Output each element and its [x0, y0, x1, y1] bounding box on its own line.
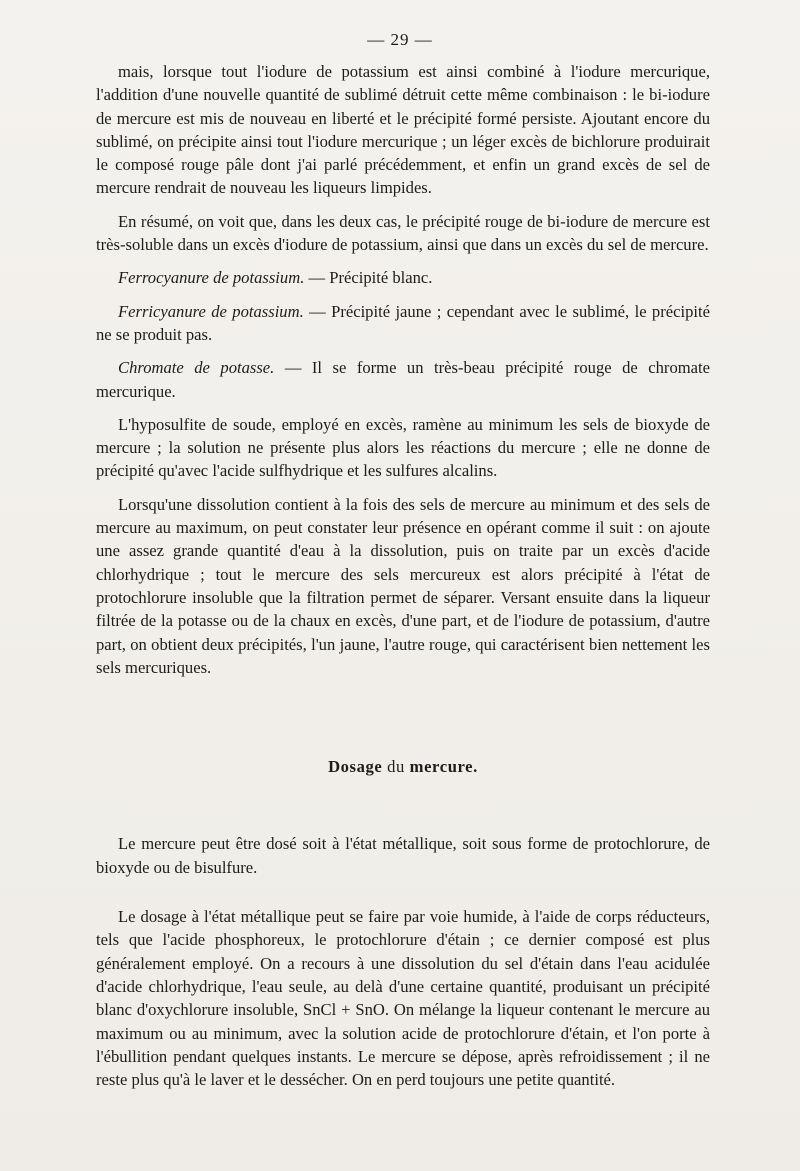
paragraph-continuation: mais, lorsque tout l'iodure de potassium est ainsi combiné à l'iodure mercurique, l'addition d'une nouvelle quantité de sublimé détruit cette même combinaison : le bi-iodure de mercure est mis de nouveau en liberté et le précipité formé persiste. Ajoutant encore du sublimé, on précipite ainsi tout l'iodure mercurique ; un léger excès de bichlorure produirait le composé rouge pâle dont j'ai parlé précédemment, et enfin un grand excès de sel de mercure rendrait de nouveau les liqueurs limpides.: [96, 62, 710, 198]
section-heading: [96, 755, 710, 778]
reagent-name: Chromate de potasse.: [118, 358, 275, 378]
paragraph-ferricyanure: [96, 300, 710, 347]
reagent-name: Ferrocyanure de potassium.: [118, 268, 305, 288]
page-body: [96, 60, 710, 1091]
reagent-result: — Précipité blanc.: [304, 268, 433, 288]
heading-word-dosage: Dosage: [328, 757, 383, 777]
heading-word-du: du: [382, 757, 410, 777]
paragraph-dosage-forms: Le mercure peut être dosé soit à l'état métallique, soit sous forme de protochlorure, de bioxyde ou de bisulfure.: [96, 834, 710, 877]
paragraph-hyposulfite: L'hyposulfite de soude, employé en excès, ramène au minimum les sels de bioxyde de mercure ; la solution ne présente plus alors les réactions du mercure ; elle ne donne de précipité qu'avec l'acide sulfhydrique et les sulfures alcalins.: [96, 414, 710, 481]
paragraph-metallic-dosage: Le dosage à l'état métallique peut se faire par voie humide, à l'aide de corps réducteurs, tels que l'acide phosphoreux, le protochlorure d'étain ; ce dernier composé est plus généralement employé. On a recours à une dissolution du sel d'étain dans l'eau acidulée d'acide chlorhydrique, l'eau seule, au delà d'une certaine quantité, produisant un précipité blanc d'oxychlorure insoluble, SnCl + SnO. On mélange la liqueur contenant le mercure au maximum ou au minimum, avec la solution acide de protochlorure d'étain, et l'on porte à l'ébullition pendant quelques instants. Le mercure se dépose, après refroidissement ; il ne reste plus qu'à le laver et le dessécher. On en perd toujours une petite quantité.: [96, 907, 710, 1090]
reagent-result: — Il se forme un très-beau précipité rouge de chromate mercurique.: [96, 358, 710, 401]
paragraph-chromate: [96, 356, 710, 403]
paragraph-summary: En résumé, on voit que, dans les deux cas, le précipité rouge de bi-iodure de mercure est très-soluble dans un excès d'iodure de potassium, ainsi que dans un excès du sel de mercure.: [96, 211, 710, 255]
reagent-result: — Précipité jaune ; cependant avec le sublimé, le précipité ne se produit pas.: [96, 301, 710, 344]
heading-word-mercure: mercure.: [409, 757, 478, 777]
paragraph-mixed-salts: Lorsqu'une dissolution contient à la fois des sels de mercure au minimum et des sels de mercure au maximum, on peut constater leur présence en opérant comme il suit : on ajoute une assez grande quantité d'eau à la dissolution, puis on traite par un excès d'acide chlorhydrique ; tout le mercure des sels mercureux est alors précipité à l'état de protochlorure insoluble que la filtration permet de séparer. Versant ensuite dans la liqueur filtrée de la potasse ou de la chaux en excès, d'une part, et de l'iodure de potassium, d'autre part, on obtient deux précipités, l'un jaune, l'autre rouge, qui caractérisent bien nettement les sels mercuriques.: [96, 494, 710, 677]
reagent-name: Ferricyanure de potassium.: [118, 301, 304, 321]
page-number: — 29 —: [367, 30, 433, 49]
paragraph-ferrocyanure: [96, 266, 710, 289]
